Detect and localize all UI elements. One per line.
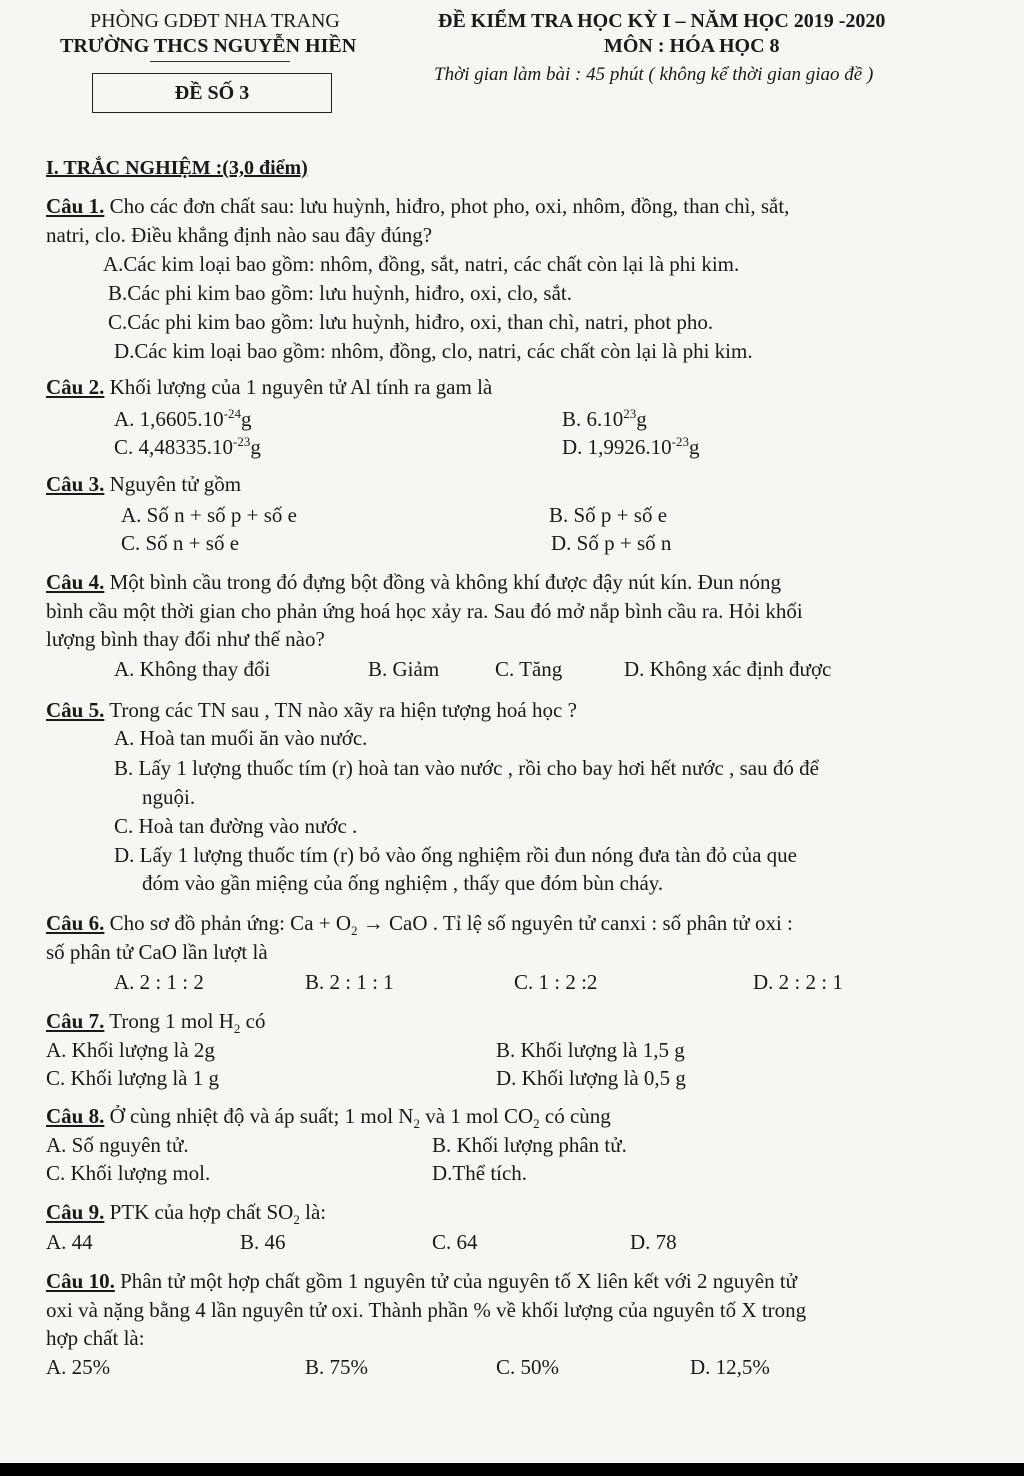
option-b: B.Các phi kim bao gồm: lưu huỳnh, hiđro, oxi, clo, sắt. xyxy=(108,281,573,305)
option-c: C. $4,48335.10^{-23}g$ xyxy=(114,434,261,459)
question-number: Câu 2. xyxy=(46,375,105,399)
option-d: D. 78 xyxy=(630,1230,677,1254)
question-6: Câu 6. Cho sơ đồ phản ứng: $Ca + O_2$ → CaO . Tỉ lệ số nguyên tử canxi : số phân tử oxi : xyxy=(46,911,793,939)
department-name: PHÒNG GDĐT NHA TRANG xyxy=(90,10,340,32)
option-b: B. 46 xyxy=(240,1230,286,1254)
option-c: C. Khối lượng là 1 g xyxy=(46,1066,219,1090)
option-b: B. Số p + số e xyxy=(549,503,668,527)
question-text: Một bình cầu trong đó đựng bột đồng và không khí được đậy nút kín. Đun nóng xyxy=(104,570,782,594)
exam-code: ĐỀ SỐ 3 xyxy=(174,81,250,104)
option-a: A. Khối lượng là 2g xyxy=(46,1038,215,1062)
option-b: B. Lấy 1 lượng thuốc tím (r) hoà tan vào nước , rồi cho bay hơi hết nước , sau đó để xyxy=(114,756,819,780)
option-b: B. Khối lượng là 1,5 g xyxy=(496,1038,685,1062)
question-number: Câu 5. xyxy=(46,698,105,722)
option-a: A. 25% xyxy=(46,1355,111,1379)
option-d: D. Lấy 1 lượng thuốc tím (r) bỏ vào ống nghiệm rồi đun nóng đưa tàn đỏ của que xyxy=(114,843,797,867)
question-2 xyxy=(46,375,492,400)
question-10 xyxy=(46,1269,797,1294)
question-7: Câu 7. Trong 1 mol $H_2$ có xyxy=(46,1009,266,1037)
question-9: Câu 9. PTK của hợp chất $SO_2$ là: xyxy=(46,1200,327,1228)
option-d: D. Khối lượng là 0,5 g xyxy=(496,1066,686,1090)
question-number: Câu 1. xyxy=(46,194,105,218)
question-number: Câu 9. xyxy=(46,1200,105,1224)
question-3 xyxy=(46,472,241,497)
question-text-line: bình cầu một thời gian cho phản ứng hoá học xảy ra. Sau đó mở nắp bình cầu ra. Hỏi khối xyxy=(46,599,803,623)
option-b: B. 6.10$^{23}$g xyxy=(562,406,647,431)
time-note: Thời gian làm bài : 45 phút ( không kể thời gian giao đề ) xyxy=(434,64,874,85)
question-text-line: lượng bình thay đổi như thế nào? xyxy=(46,627,325,651)
question-number: Câu 10. xyxy=(46,1269,115,1293)
option-d-continued: đóm vào gần miệng của ống nghiệm , thấy que đóm bùn cháy. xyxy=(142,871,664,895)
option-a: A.Các kim loại bao gồm: nhôm, đồng, sắt, natri, các chất còn lại là phi kim. xyxy=(103,252,740,276)
bottom-edge-bar xyxy=(0,1463,1024,1476)
option-a: A. 2 : 1 : 2 xyxy=(114,970,204,994)
exam-code-box xyxy=(92,73,332,113)
question-number: Câu 6. xyxy=(46,911,105,935)
option-c: C. Tăng xyxy=(495,657,563,681)
school-underline xyxy=(150,61,290,62)
option-b: B. Giảm xyxy=(368,657,440,681)
question-text-line: hợp chất là: xyxy=(46,1326,145,1350)
question-1 xyxy=(46,194,789,219)
question-text-line: natri, clo. Điều khẳng định nào sau đây đúng? xyxy=(46,223,433,247)
question-8: Câu 8. Ở cùng nhiệt độ và áp suất; 1 mol $N_2$ và 1 mol $CO_2$ có cùng xyxy=(46,1104,611,1132)
option-a: A. Số nguyên tử. xyxy=(46,1133,189,1157)
question-text-line: số phân tử CaO lần lượt là xyxy=(46,940,268,964)
question-number: Câu 3. xyxy=(46,472,105,496)
option-c: C. 1 : 2 :2 xyxy=(514,970,598,994)
question-4 xyxy=(46,570,781,595)
question-text: Phân tử một hợp chất gồm 1 nguyên tử của nguyên tố X liên kết với 2 nguyên tử xyxy=(114,1269,798,1293)
option-d: D. Không xác định được xyxy=(624,657,832,681)
question-text: Khối lượng của 1 nguyên tử Al tính ra gam là xyxy=(104,375,493,399)
question-text: Trong các TN sau , TN nào xãy ra hiện tượng hoá học ? xyxy=(104,698,577,722)
option-b-continued: nguội. xyxy=(142,785,196,809)
subject-title: MÔN : HÓA HỌC 8 xyxy=(604,35,780,57)
question-number: Câu 7. xyxy=(46,1009,105,1033)
option-d: D.Các kim loại bao gồm: nhôm, đồng, clo, natri, các chất còn lại là phi kim. xyxy=(114,339,753,363)
option-d: D.Thể tích. xyxy=(432,1161,528,1185)
question-text: Cho các đơn chất sau: lưu huỳnh, hiđro, phot pho, oxi, nhôm, đồng, than chì, sắt, xyxy=(104,194,790,218)
option-a: A. Không thay đổi xyxy=(114,657,271,681)
option-d: D. 12,5% xyxy=(690,1355,770,1379)
question-5 xyxy=(46,698,577,723)
option-a: A. Số n + số p + số e xyxy=(121,503,297,527)
option-c: C. Hoà tan đường vào nước . xyxy=(114,814,358,838)
question-text-line: oxi và nặng bằng 4 lần nguyên tử oxi. Thành phần % về khối lượng của nguyên tố X trong xyxy=(46,1298,807,1322)
question-number: Câu 4. xyxy=(46,570,105,594)
option-d: D. $1,9926.10^{-23}g$ xyxy=(562,434,700,459)
question-text: Nguyên tử gồm xyxy=(104,472,242,496)
question-number: Câu 8. xyxy=(46,1104,105,1128)
option-c: C. Số n + số e xyxy=(121,531,240,555)
option-d: D. 2 : 2 : 1 xyxy=(753,970,843,994)
option-a: A. $1,6605.10^{-24}g$ xyxy=(114,406,252,431)
option-c: C. 50% xyxy=(496,1355,559,1379)
option-b: B. Khối lượng phân tử. xyxy=(432,1133,627,1157)
section-title: I. TRẮC NGHIỆM :(3,0 điểm) xyxy=(46,157,308,179)
exam-title: ĐỀ KIỂM TRA HỌC KỲ I – NĂM HỌC 2019 -2020 xyxy=(438,10,886,32)
school-name: TRƯỜNG THCS NGUYỄN HIỀN xyxy=(60,35,357,57)
option-a: A. 44 xyxy=(46,1230,93,1254)
option-d: D. Số p + số n xyxy=(551,531,672,555)
option-a: A. Hoà tan muối ăn vào nước. xyxy=(114,726,368,750)
option-b: B. 75% xyxy=(305,1355,368,1379)
option-b: B. 2 : 1 : 1 xyxy=(305,970,394,994)
option-c: C.Các phi kim bao gồm: lưu huỳnh, hiđro, oxi, than chì, natri, phot pho. xyxy=(108,310,714,334)
option-c: C. Khối lượng mol. xyxy=(46,1161,211,1185)
option-c: C. 64 xyxy=(432,1230,478,1254)
